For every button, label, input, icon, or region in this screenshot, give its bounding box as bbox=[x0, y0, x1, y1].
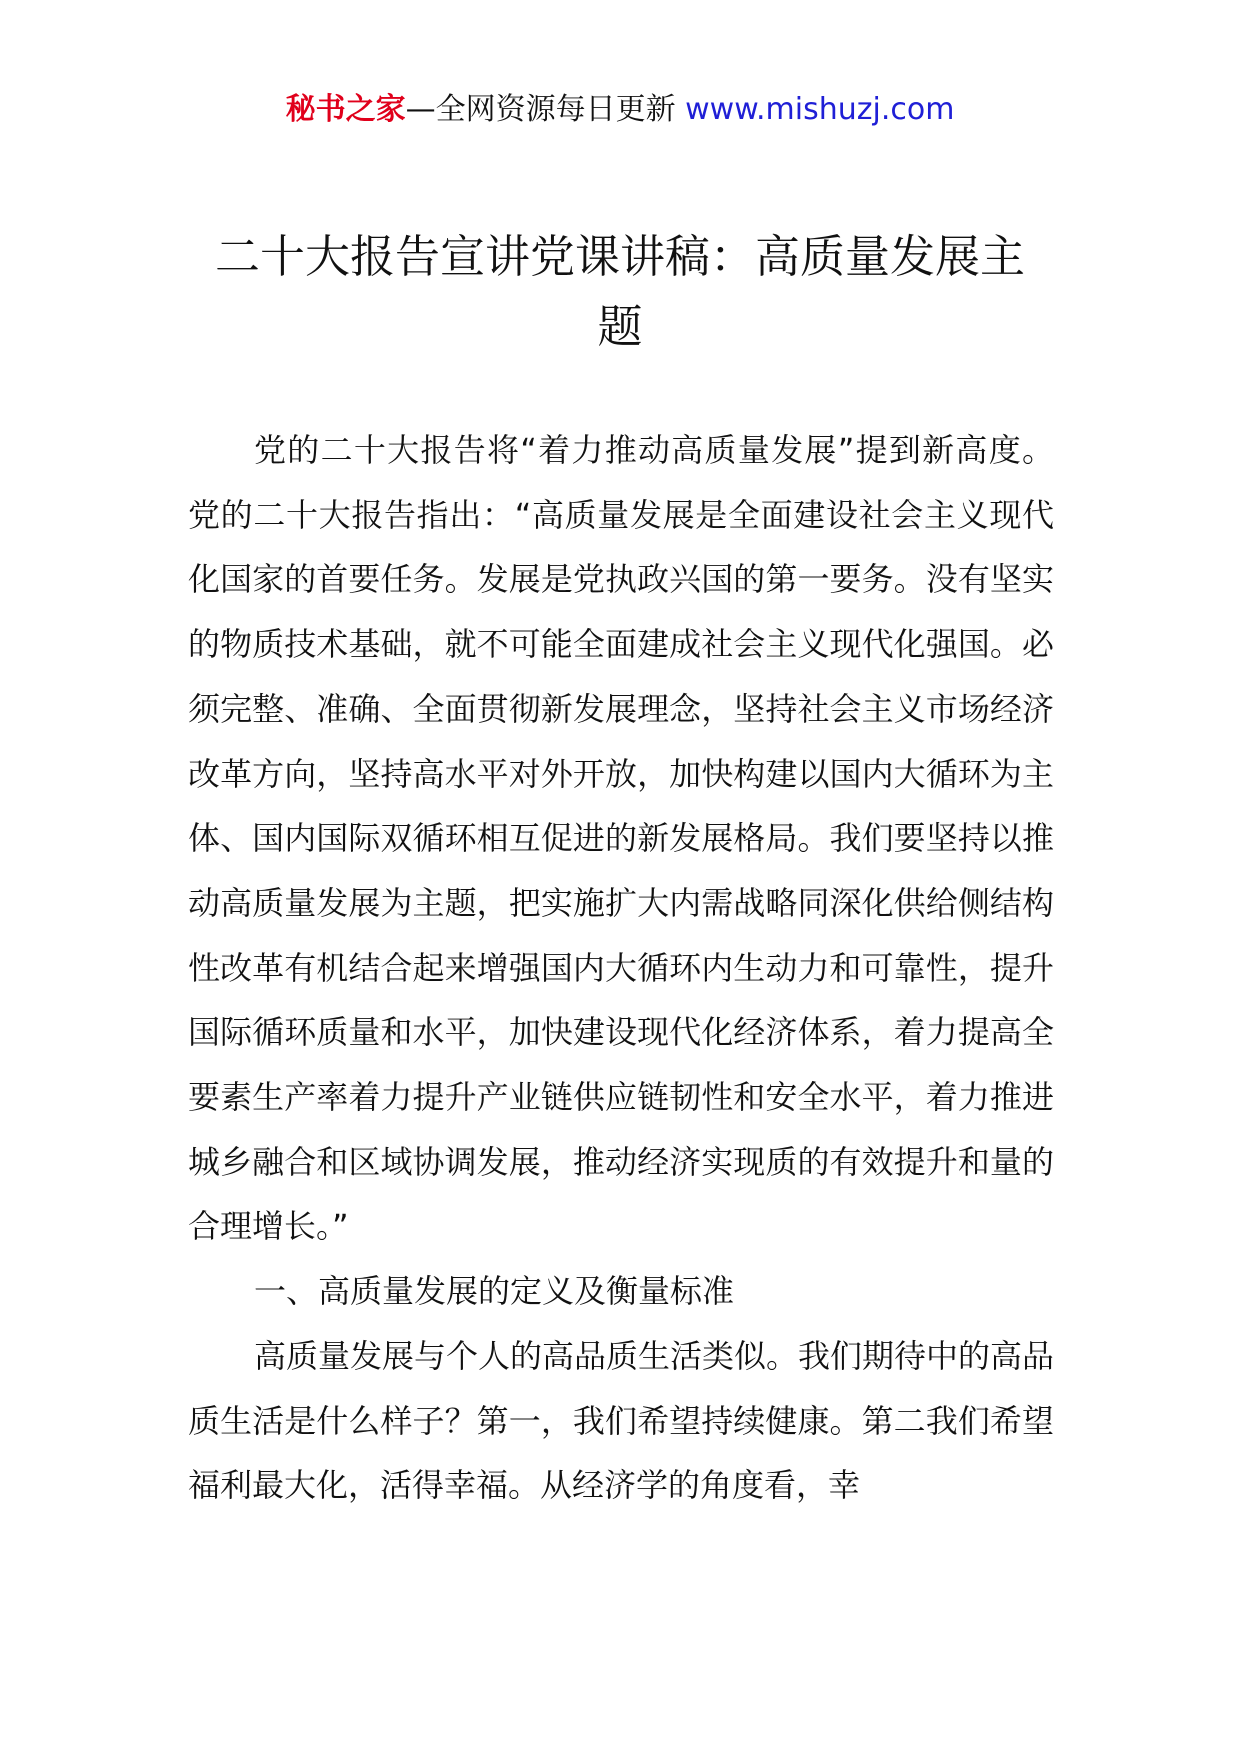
site-tagline: —全网资源每日更新 bbox=[405, 92, 676, 127]
site-header bbox=[0, 88, 1240, 132]
document-body bbox=[188, 418, 1054, 1518]
brand-name: 秘书之家 bbox=[285, 92, 406, 127]
body-paragraph: 高质量发展与个人的高品质生活类似。我们期待中的高品质生活是什么样子？第一，我们希望持续健康。第二我们希望福利最大化，活得幸福。从经济学的角度看，幸 bbox=[188, 1336, 1055, 1505]
site-url-link[interactable]: www.mishuzj.com bbox=[685, 92, 955, 127]
section-heading: 一、高质量发展的定义及衡量标准 bbox=[254, 1272, 735, 1311]
body-paragraph: 党的二十大报告将“着力推动高质量发展”提到新高度。党的二十大报告指出：“高质量发展是全面建设社会主义现代化国家的首要任务。发展是党执政兴国的第一要务。没有坚实的物质技术基础，就不可能全面建成社会主义现代化强国。必须完整、准确、全面贯彻新发展理念，坚持社会主义市场经济改革方向，坚持高水平对外开放，加快构建以国内大循环为主体、国内国际双循环相互促进的新发展格局。我们要坚持以推动高质量发展为主题，把实施扩大内需战略同深化供给侧结构性改革有机结合起来增强国内大循环内生动力和可靠性，提升国际循环质量和水平，加快建设现代化经济体系，着力提高全要素生产率着力提升产业链供应链韧性和安全水平，着力推进城乡融合和区域协调发展，推动经济实现质的有效提升和量的合理增长。” bbox=[188, 431, 1054, 1246]
document-title: 二十大报告宣讲党课讲稿：高质量发展主题 bbox=[214, 230, 1025, 353]
